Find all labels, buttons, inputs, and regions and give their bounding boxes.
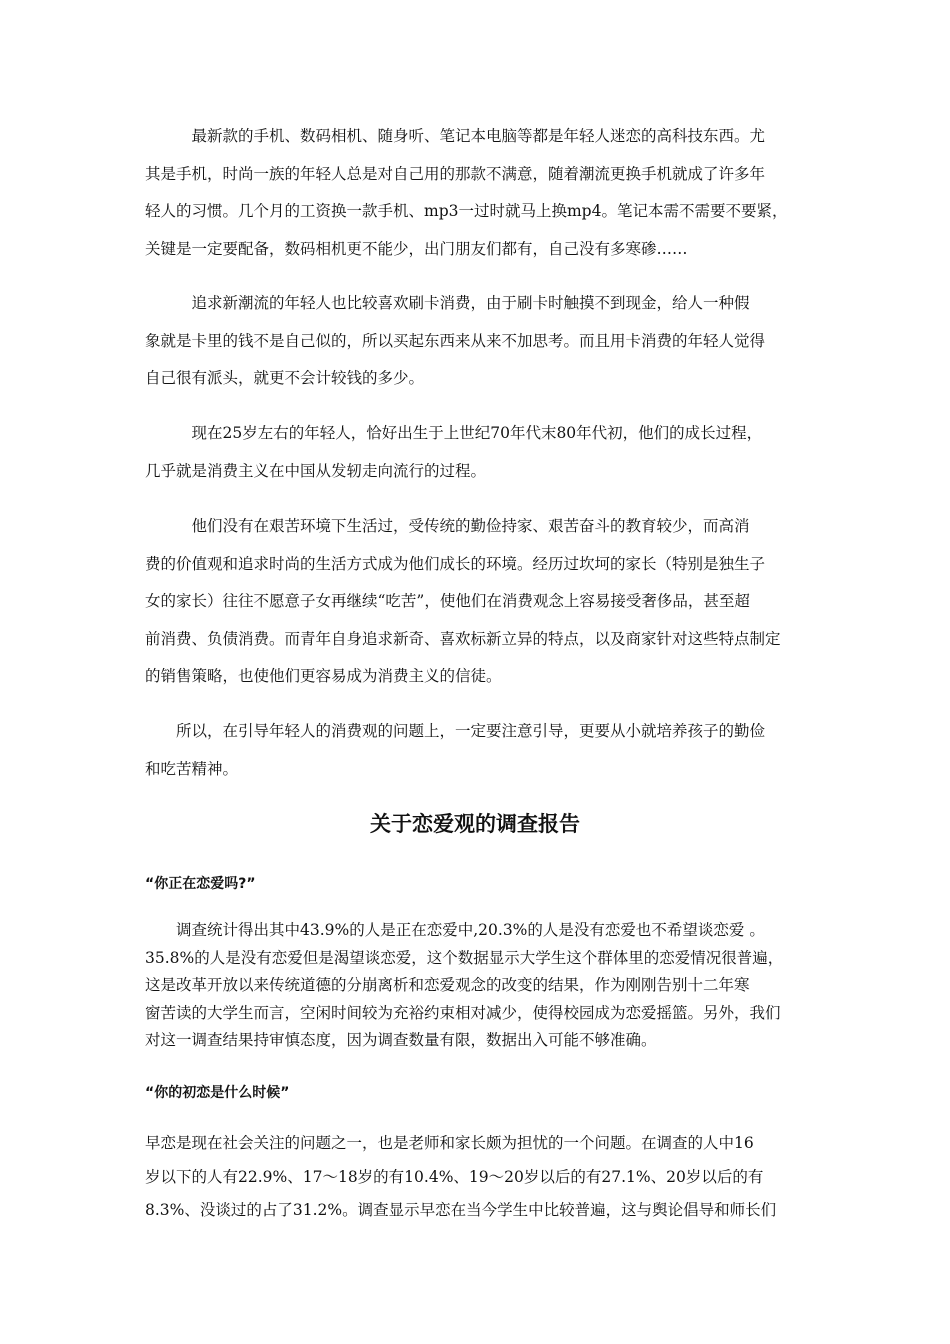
text-line: 前消费、负债消费。而青年自身追求新奇、喜欢标新立异的特点，以及商家针对这些特点制定 bbox=[145, 629, 781, 648]
text-line: 早恋是现在社会关注的问题之一，也是老师和家长颇为担忧的一个问题。在调查的人中16 bbox=[145, 1134, 754, 1152]
paragraph-card-spending bbox=[145, 285, 810, 398]
text-line: 现在25岁左右的年轻人，恰好出生于上世纪70年代末80年代初，他们的成长过程， bbox=[145, 424, 763, 442]
text-line: 其是手机，时尚一族的年轻人总是对自己用的那款不满意，随着潮流更换手机就成了许多年 bbox=[145, 164, 766, 183]
text-line: 岁以下的人有22.9%、17～18岁的有10.4%、19～20岁以后的有27.1%、20岁以后的有 bbox=[145, 1167, 764, 1186]
text-line: 关键是一定要配备，数码相机更不能少，出门朋友们都有，自己没有多寒碜…… bbox=[145, 239, 688, 258]
text-line: 和吃苦精神。 bbox=[145, 759, 239, 778]
text-line: 费的价值观和追求时尚的生活方式成为他们成长的环境。经历过坎坷的家长（特别是独生子 bbox=[145, 554, 766, 573]
paragraph-generation bbox=[145, 415, 810, 490]
text-line: 调查统计得出其中43.9%的人是正在恋爱中,20.3%的人是没有恋爱也不希望谈恋爱 。 bbox=[145, 921, 765, 939]
text-line: 象就是卡里的钱不是自己似的，所以买起东西来从来不加思考。而且用卡消费的年轻人觉得 bbox=[145, 331, 766, 350]
text-line: 的销售策略，也使他们更容易成为消费主义的信徒。 bbox=[145, 667, 502, 685]
text-line: 8.3%、没谈过的占了31.2%。调查显示早恋在当今学生中比较普遍，这与舆论倡导和师长们 bbox=[145, 1201, 777, 1219]
text-line: 窗苦读的大学生而言，空闲时间较为充裕约束相对减少，使得校园成为恋爱摇篮。另外，我们 bbox=[145, 1003, 781, 1022]
question-heading-1: “你正在恋爱吗?” bbox=[145, 876, 256, 892]
section-heading: 关于恋爱观的调查报告 bbox=[370, 812, 580, 836]
text-line: 女的家长）往往不愿意子女再继续“吃苦”，使他们在消费观念上容易接受奢侈品，甚至超 bbox=[145, 592, 750, 610]
text-line: 最新款的手机、数码相机、随身听、笔记本电脑等都是年轻人迷恋的高科技东西。尤 bbox=[145, 127, 766, 145]
text-line: 追求新潮流的年轻人也比较喜欢刷卡消费，由于刷卡时触摸不到现金，给人一种假 bbox=[145, 294, 750, 312]
paragraph-gadgets bbox=[145, 118, 810, 268]
text-line: 轻人的习惯。几个月的工资换一款手机、mp3一过时就马上换mp4。笔记本需不需要不要紧， bbox=[145, 202, 788, 220]
text-line: 这是改革开放以来传统道德的分崩离析和恋爱观念的改变的结果，作为刚刚告别十二年寒 bbox=[145, 976, 750, 994]
text-line: 他们没有在艰苦环境下生活过，受传统的勤俭持家、艰苦奋斗的教育较少，而高消 bbox=[145, 517, 750, 535]
paragraph-conclusion bbox=[145, 713, 810, 788]
paragraph-environment bbox=[145, 508, 810, 696]
question-heading-2: “你的初恋是什么时候” bbox=[145, 1085, 290, 1101]
text-line: 所以，在引导年轻人的消费观的问题上，一定要注意引导，更要从小就培养孩子的勤俭 bbox=[145, 722, 766, 740]
text-line: 几乎就是消费主义在中国从发轫走向流行的过程。 bbox=[145, 461, 487, 480]
text-line: 对这一调查结果持审慎态度，因为调查数量有限，数据出入可能不够准确。 bbox=[145, 1031, 657, 1049]
paragraph-first-love bbox=[145, 1127, 810, 1228]
text-line: 自己很有派头，就更不会计较钱的多少。 bbox=[145, 369, 425, 387]
text-line: 35.8%的人是没有恋爱但是渴望谈恋爱，这个数据显示大学生这个群体里的恋爱情况很普遍， bbox=[145, 948, 784, 967]
paragraph-survey-result bbox=[145, 917, 810, 1055]
